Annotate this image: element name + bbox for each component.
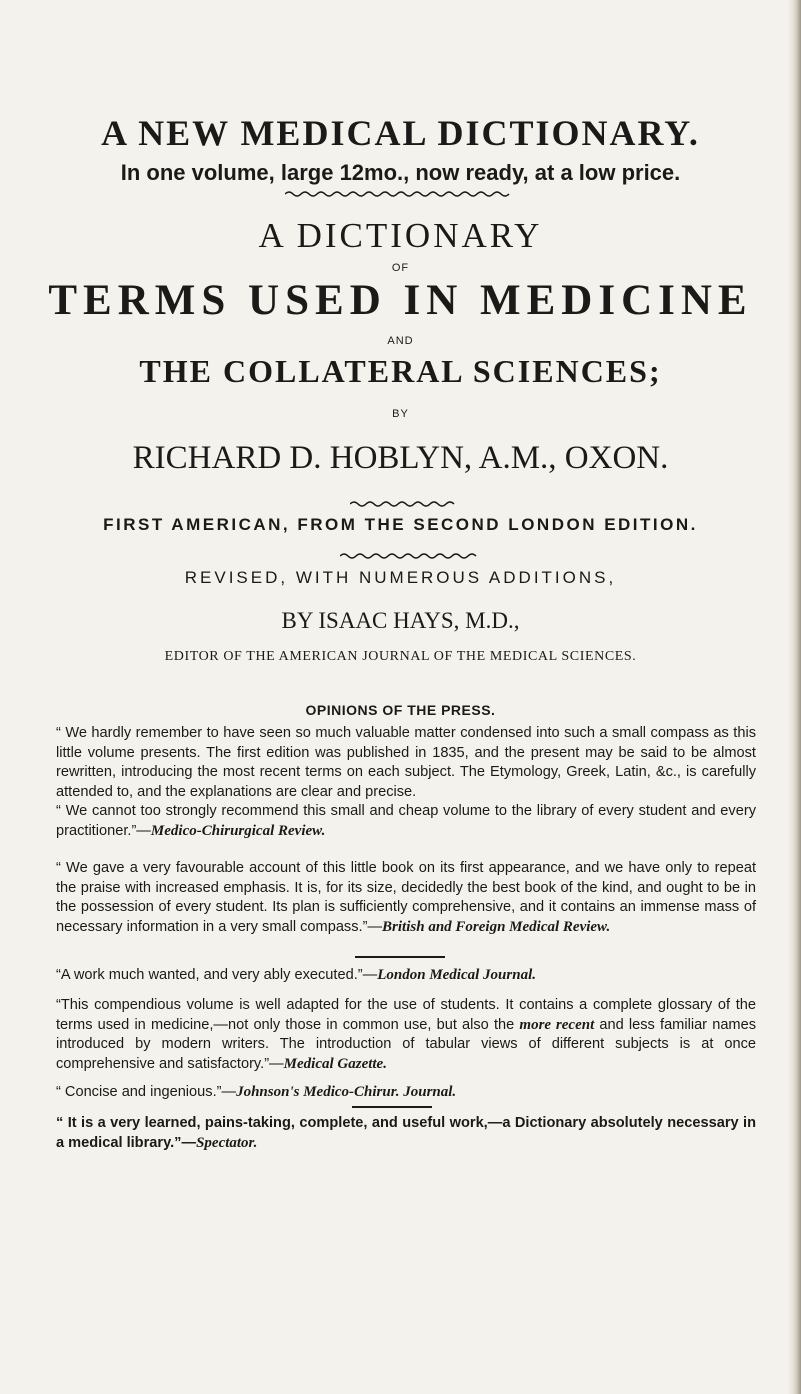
review-text: “ Concise and ingenious.”—: [56, 1084, 237, 1100]
review-3: [56, 859, 756, 937]
wavy-rule-2: [350, 500, 460, 508]
review-7: [56, 1114, 756, 1153]
editor-title: EDITOR OF THE AMERICAN JOURNAL OF THE MEDICAL SCIENCES.: [164, 649, 637, 664]
divider-1: [355, 956, 445, 958]
divider-2: [352, 1106, 432, 1108]
review-text: “This compendious volume is well adapted for the use of students. It contains a complete glossary of the terms used in medicine,—not only those in common use, but also the: [56, 997, 756, 1033]
edition-line: FIRST AMERICAN, FROM THE SECOND LONDON EDITION.: [103, 515, 698, 534]
review-text: “ We cannot too strongly recommend this small and cheap volume to the library of every student and every practitioner.”—: [56, 803, 756, 839]
review-source: British and Foreign Medical Review.: [382, 918, 611, 935]
revised-line: REVISED, WITH NUMEROUS ADDITIONS,: [184, 568, 617, 587]
review-source: Johnson's Medico-Chirur. Journal.: [236, 1084, 457, 1100]
review-emphasis: more recent: [519, 1016, 595, 1033]
wavy-rule-1: [285, 190, 510, 198]
review-source: Medico-Chirurgical Review.: [150, 822, 326, 839]
main-title: A NEW MEDICAL DICTIONARY.: [101, 113, 700, 153]
and-label: AND: [387, 335, 414, 347]
review-6: [56, 1083, 756, 1103]
opinions-heading: OPINIONS OF THE PRESS.: [305, 702, 496, 718]
review-source: London Medical Journal.: [377, 967, 536, 983]
review-5: [56, 996, 756, 1074]
review-text-cont: and less familiar names introduced by modern writers. The introduction of tabular views of different subjects is at once comprehensive and satisfactory.”—: [56, 1016, 757, 1072]
review-text: “ It is a very learned, pains-taking, complete, and useful work,—a Dictionary absolutely necessary in a medical library.”—: [56, 1115, 756, 1151]
subtitle: In one volume, large 12mo., now ready, at a low price.: [120, 160, 681, 185]
page-edge-shadow: [787, 0, 801, 1394]
of-label: OF: [391, 262, 410, 274]
review-text: “A work much wanted, and very ably executed.”—: [56, 967, 378, 983]
wavy-rule-3: [340, 552, 480, 560]
author-name: RICHARD D. HOBLYN, A.M., OXON.: [132, 440, 669, 476]
review-text: “ We hardly remember to have seen so much valuable matter condensed into such a small compass as this little volume presents. The first edition was published in 1835, and the present may be said to be almost rewritten, introducing the most recent terms on each subject. The Etymology, Greek, Latin, &c., is carefully attended to, and the explanations are clear and precise.: [56, 725, 756, 800]
review-1: [56, 724, 756, 802]
by-label: BY: [392, 408, 409, 420]
review-text: “ We gave a very favourable account of this little book on its first appearance, and we have only to repeat the praise with increased emphasis. It is, for its size, decidedly the best book of the kind, and ought to be in the possession of every student. Its plan is sufficiently comprehensive, and it contains an immense mass of necessary information in a very small compass.”—: [56, 860, 756, 935]
editor-name: BY ISAAC HAYS, M.D.,: [281, 608, 520, 633]
review-source: Spectator.: [196, 1134, 258, 1151]
heading-dictionary: A DICTIONARY: [258, 216, 543, 255]
heading-sciences: THE COLLATERAL SCIENCES;: [139, 353, 662, 389]
review-4: [56, 966, 756, 986]
review-source: Medical Gazette.: [283, 1055, 387, 1072]
heading-terms: TERMS USED IN MEDICINE: [48, 277, 753, 324]
review-2: [56, 802, 756, 841]
